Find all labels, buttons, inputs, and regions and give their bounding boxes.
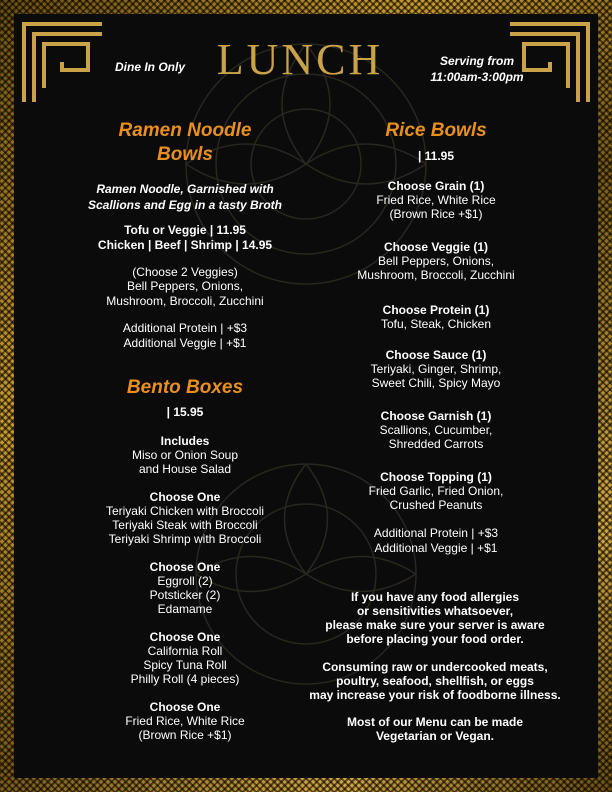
- bento-group-title: Choose One: [149, 700, 221, 714]
- rice-item: Shredded Carrots: [388, 437, 484, 451]
- bento-group-2: [55, 560, 315, 616]
- bento-item: Eggroll (2): [157, 574, 213, 588]
- bento-item: (Brown Rice +$1): [138, 728, 232, 742]
- rice-item: Crushed Peanuts: [389, 498, 483, 512]
- ramen-desc-1: Ramen Noodle, Garnished with: [96, 182, 274, 196]
- notice-line: Most of our Menu can be made: [346, 715, 523, 729]
- ramen-title-1: Ramen Noodle: [118, 120, 252, 141]
- rice-item: Tofu, Steak, Chicken: [380, 317, 492, 331]
- bento-group-title: Choose One: [149, 490, 221, 504]
- notice-line: or sensitivities whatsoever,: [356, 604, 514, 618]
- bento-title: Bento Boxes: [126, 377, 244, 398]
- rice-group-4: [306, 348, 566, 390]
- rice-item: Fried Rice, White Rice: [376, 193, 496, 207]
- bento-includes: [55, 434, 315, 476]
- bento-item: Teriyaki Shrimp with Broccoli: [108, 532, 262, 546]
- rice-group-5: [306, 409, 566, 451]
- rice-group-3: [306, 303, 566, 331]
- notice-line: Vegetarian or Vegan.: [375, 729, 495, 743]
- notice-line: poultry, seafood, shellfish, or eggs: [336, 674, 534, 688]
- rice-item: Bell Peppers, Onions,: [377, 254, 495, 268]
- bento-item: Philly Roll (4 pieces): [130, 672, 240, 686]
- notice-line: may increase your risk of foodborne illness.: [309, 688, 561, 702]
- rice-group-2: [306, 240, 566, 282]
- bento-item: Spicy Tuna Roll: [143, 658, 227, 672]
- rice-title: Rice Bowls: [385, 120, 487, 141]
- rice-item: Fried Garlic, Fried Onion,: [368, 484, 504, 498]
- rice-group-title: Choose Veggie (1): [383, 240, 489, 254]
- rice-item: Sweet Chili, Spicy Mayo: [371, 376, 501, 390]
- bento-includes-item: Miso or Onion Soup: [131, 448, 239, 462]
- bento-group-title: Choose One: [149, 560, 221, 574]
- rice-item: Teriyaki, Ginger, Shrimp,: [370, 362, 502, 376]
- corner-ornament-left: [18, 18, 108, 108]
- allergy-notice: [290, 590, 580, 646]
- rice-item: Scallions, Cucumber,: [379, 423, 493, 437]
- bento-item: Edamame: [157, 602, 213, 616]
- notice-line: Consuming raw or undercooked meats,: [322, 660, 548, 674]
- notice-line: please make sure your server is aware: [325, 618, 545, 632]
- bento-group-1: [55, 490, 315, 546]
- rice-add-protein: Additional Protein | +$3: [373, 526, 499, 540]
- rice-group-1: [306, 179, 566, 221]
- rice-price: | 11.95: [417, 149, 455, 163]
- serving-label: Serving from: [439, 54, 514, 68]
- bento-item: Teriyaki Chicken with Broccoli: [105, 504, 265, 518]
- rice-group-title: Choose Protein (1): [382, 303, 490, 317]
- rice-item: (Brown Rice +$1): [389, 207, 483, 221]
- bento-price: | 15.95: [166, 405, 204, 419]
- bento-group-title: Choose One: [149, 630, 221, 644]
- ramen-veg-1: Bell Peppers, Onions,: [126, 279, 244, 293]
- bento-group-4: [55, 700, 315, 742]
- serving-hours: 11:00am-3:00pm: [430, 70, 524, 84]
- bento-group-3: [55, 630, 315, 686]
- bento-item: Fried Rice, White Rice: [125, 714, 245, 728]
- dine-in-note: Dine In Only: [114, 60, 185, 74]
- ramen-price-1: Tofu or Veggie | 11.95: [124, 223, 246, 237]
- bento-item: California Roll: [147, 644, 223, 658]
- ramen-choose: (Choose 2 Veggies): [132, 265, 238, 279]
- bento-item: Teriyaki Steak with Broccoli: [112, 518, 258, 532]
- ramen-desc-2: Scallions and Egg in a tasty Broth: [87, 198, 283, 212]
- notice-line: before placing your food order.: [346, 632, 524, 646]
- rice-group-6: [306, 470, 566, 512]
- rice-group-title: Choose Sauce (1): [385, 348, 487, 362]
- vegetarian-note: [290, 715, 580, 743]
- bento-includes-title: Includes: [160, 434, 210, 448]
- ramen-add-veggie: Additional Veggie | +$1: [123, 336, 247, 350]
- ramen-title-2: Bowls: [157, 144, 213, 165]
- notice-line: If you have any food allergies: [350, 590, 520, 604]
- consumption-warning: [290, 660, 580, 702]
- bento-item: Potsticker (2): [149, 588, 221, 602]
- ramen-veg-2: Mushroom, Broccoli, Zucchini: [106, 294, 264, 308]
- rice-add-veggie: Additional Veggie | +$1: [374, 541, 498, 555]
- rice-group-title: Choose Topping (1): [380, 470, 492, 484]
- bento-includes-item: and House Salad: [138, 462, 232, 476]
- ramen-price-2: Chicken | Beef | Shrimp | 14.95: [97, 238, 273, 252]
- page-title: LUNCH: [216, 35, 384, 84]
- rice-item: Mushroom, Broccoli, Zucchini: [357, 268, 515, 282]
- ramen-add-protein: Additional Protein | +$3: [122, 321, 248, 335]
- rice-group-title: Choose Garnish (1): [380, 409, 492, 423]
- rice-group-title: Choose Grain (1): [387, 179, 485, 193]
